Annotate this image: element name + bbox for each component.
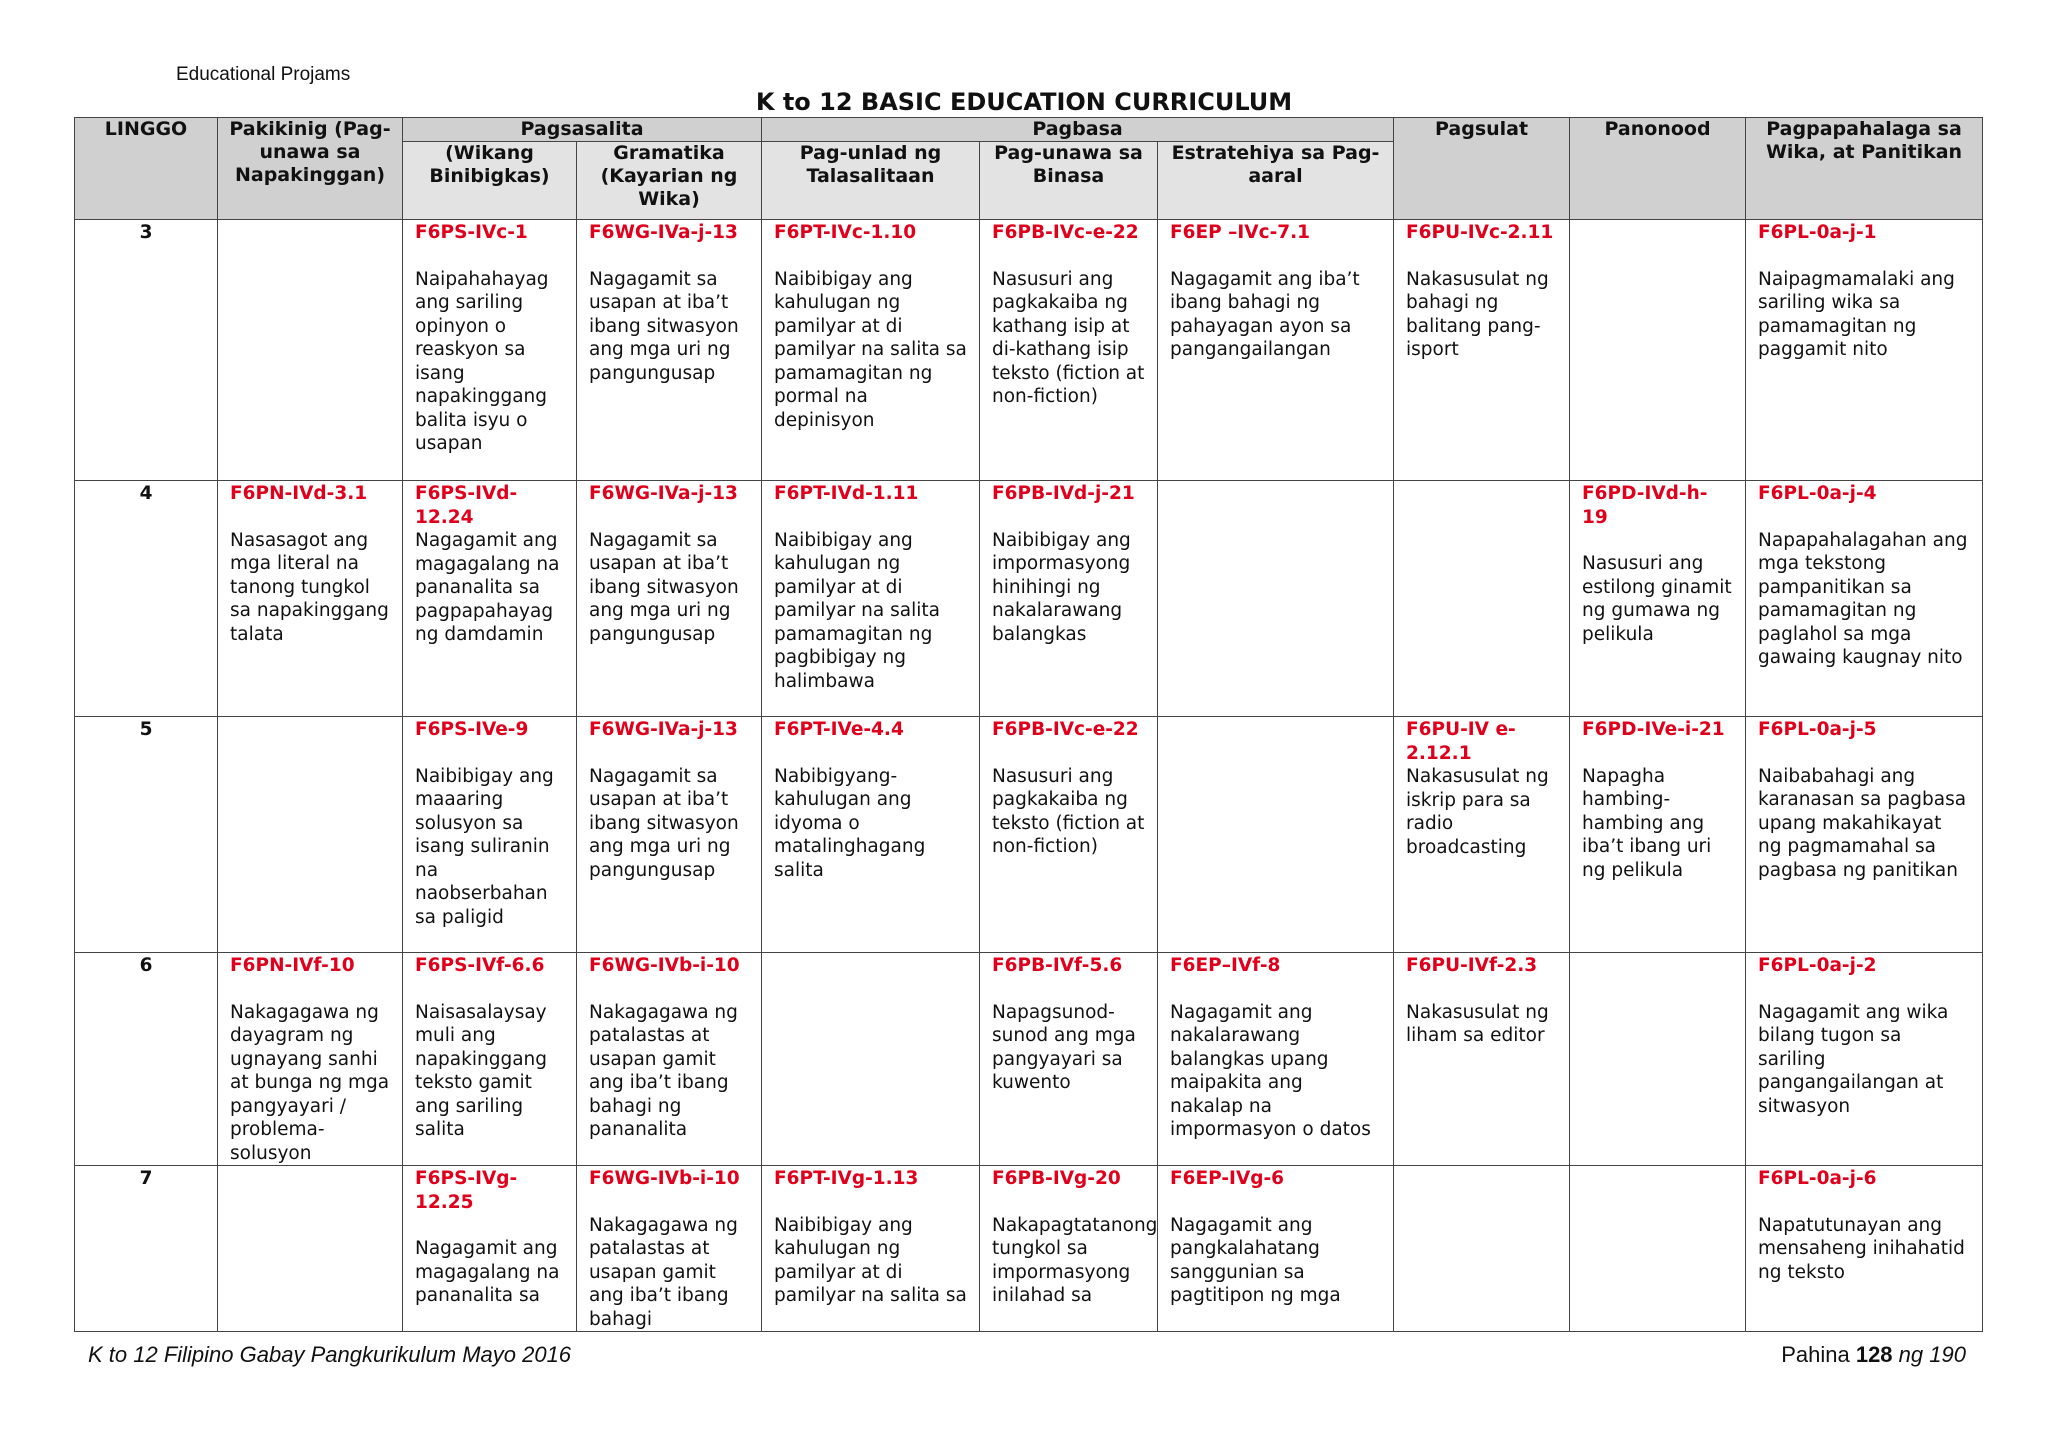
competency-desc: Nagagamit sa usapan at iba’t ibang sitwasyon ang mga uri ng pangungusap xyxy=(589,529,739,645)
table-cell xyxy=(980,481,1158,717)
col-pag-unlad: Pag-unlad ng Talasalitaan xyxy=(762,142,980,220)
table-row xyxy=(75,220,1983,481)
col-panonood: Panonood xyxy=(1570,118,1746,220)
competency-code: F6PS-IVd-12.24 xyxy=(415,483,518,528)
competency-desc: Naipagmamalaki ang sariling wika sa pamamagitan ng paggamit nito xyxy=(1758,268,1955,360)
competency-code xyxy=(230,1167,390,1190)
table-cell xyxy=(577,481,762,717)
competency-desc: Nagagamit ang nakalarawang balangkas upang maipakita ang nakalap na impormasyon o datos xyxy=(1170,1001,1371,1140)
col-wikang-binibigkas: (Wikang Binibigkas) xyxy=(403,142,577,220)
competency-code: F6PL-0a-j-6 xyxy=(1758,1168,1877,1189)
competency-code: F6PB-IVf-5.6 xyxy=(992,955,1123,976)
col-pagsasalita: Pagsasalita xyxy=(403,118,762,142)
page-label: Pahina xyxy=(1781,1342,1850,1367)
table-cell xyxy=(577,953,762,1166)
competency-desc: Nakasusulat ng bahagi ng balitang pang-isport xyxy=(1406,268,1549,360)
table-row xyxy=(75,1166,1983,1332)
table-cell xyxy=(577,220,762,481)
table-cell xyxy=(1570,953,1746,1166)
competency-desc: Nagagamit ang magagalang na pananalita sa pagpapahayag ng damdamin xyxy=(415,530,560,645)
table-cell xyxy=(403,953,577,1166)
table-cell xyxy=(218,717,403,953)
competency-code xyxy=(1582,221,1733,244)
competency-desc: Naibibigay ang kahulugan ng pamilyar at di pamilyar na salita sa pamamagitan ng pormal na depinisyon xyxy=(774,268,967,431)
table-cell xyxy=(1158,1166,1394,1332)
table-cell xyxy=(980,717,1158,953)
table-cell xyxy=(218,953,403,1166)
week-cell: 3 xyxy=(75,220,218,481)
col-estratehiya: Estratehiya sa Pag-aaral xyxy=(1158,142,1394,220)
competency-code: F6WG-IVb-i-10 xyxy=(589,1168,740,1189)
competency-desc: Naibabahagi ang karanasan sa pagbasa upang makahikayat ng pagmamahal sa pagbasa ng panitikan xyxy=(1758,765,1967,881)
competency-desc: Nasusuri ang pagkakaiba ng kathang isip at di-kathang isip teksto (fiction at non-fiction) xyxy=(992,268,1145,407)
competency-desc: Nakagagawa ng dayagram ng ugnayang sanhi at bunga ng mga pangyayari / problema-solusyon xyxy=(230,1001,390,1164)
competency-desc: Naibibigay ang impormasyong hinihingi ng nakalarawang balangkas xyxy=(992,529,1131,645)
competency-code: F6WG-IVa-j-13 xyxy=(589,483,738,504)
competency-desc: Nagagamit ang magagalang na pananalita sa xyxy=(415,1238,560,1306)
competency-code: F6PD-IVd-h-19 xyxy=(1582,483,1708,528)
competency-desc: Nakasusulat ng liham sa editor xyxy=(1406,1001,1549,1046)
competency-code xyxy=(1170,718,1381,741)
table-cell xyxy=(577,1166,762,1332)
competency-code: F6PU-IV e-2.12.1 xyxy=(1406,719,1516,764)
competency-code xyxy=(230,718,390,741)
table-cell xyxy=(762,481,980,717)
week-cell: 5 xyxy=(75,717,218,953)
col-pakikinig: Pakikinig (Pag-unawa sa Napakinggan) xyxy=(218,118,403,220)
competency-code: F6PD-IVe-i-21 xyxy=(1582,719,1725,740)
competency-code: F6PB-IVc-e-22 xyxy=(992,719,1139,740)
competency-desc: Nakasusulat ng iskrip para sa radio broadcasting xyxy=(1406,766,1549,858)
competency-code xyxy=(1406,1167,1557,1190)
table-cell xyxy=(1394,953,1570,1166)
table-cell xyxy=(1570,481,1746,717)
competency-code xyxy=(230,221,390,244)
competency-code: F6EP –IVc-7.1 xyxy=(1170,222,1311,243)
table-cell xyxy=(577,717,762,953)
competency-desc: Naibibigay ang kahulugan ng pamilyar at di pamilyar na salita sa xyxy=(774,1214,967,1306)
footer-page-number xyxy=(1781,1342,1966,1368)
table-cell xyxy=(1394,1166,1570,1332)
competency-desc: Nasusuri ang estilong ginamit ng gumawa ng pelikula xyxy=(1582,553,1732,645)
table-cell xyxy=(403,717,577,953)
competency-desc: Napapahalagahan ang mga tekstong pampanitikan sa pamamagitan ng paglahol sa mga gawaing kaugnay nito xyxy=(1758,529,1968,668)
week-cell: 4 xyxy=(75,481,218,717)
competency-desc: Napagha hambing-hambing ang iba’t ibang uri ng pelikula xyxy=(1582,765,1712,881)
competency-code: F6PL-0a-j-5 xyxy=(1758,719,1877,740)
competency-code: F6PT-IVc-1.10 xyxy=(774,222,917,243)
table-cell xyxy=(1158,481,1394,717)
table-cell xyxy=(762,220,980,481)
table-cell xyxy=(218,220,403,481)
footer-document-name: K to 12 Filipino Gabay Pangkurikulum Mayo 2016 xyxy=(88,1342,572,1367)
competency-code: F6PN-IVf-10 xyxy=(230,955,355,976)
table-cell xyxy=(1394,717,1570,953)
competency-desc: Nakagagawa ng patalastas at usapan gamit ang iba’t ibang bahagi ng pananalita xyxy=(589,1001,738,1140)
col-gramatika: Gramatika (Kayarian ng Wika) xyxy=(577,142,762,220)
table-row xyxy=(75,953,1983,1166)
table-row xyxy=(75,481,1983,717)
table-cell xyxy=(980,1166,1158,1332)
table-cell xyxy=(980,953,1158,1166)
competency-desc: Nagagamit ang iba’t ibang bahagi ng pahayagan ayon sa pangangailangan xyxy=(1170,268,1360,360)
competency-code: F6PT-IVg-1.13 xyxy=(774,1168,919,1189)
table-cell xyxy=(1746,953,1983,1166)
header-note: Educational Projams xyxy=(176,64,351,85)
table-cell xyxy=(1746,717,1983,953)
competency-desc: Naibibigay ang kahulugan ng pamilyar at di pamilyar na salita pamamagitan ng pagbibigay ng halimbawa xyxy=(774,529,940,692)
table-cell xyxy=(1570,1166,1746,1332)
competency-desc: Nakapagtatanong tungkol sa impormasyong inilahad sa xyxy=(992,1214,1158,1306)
competency-code xyxy=(1406,482,1557,505)
table-cell xyxy=(403,220,577,481)
competency-code: F6EP–IVf-8 xyxy=(1170,955,1281,976)
competency-code: F6PT-IVe-4.4 xyxy=(774,719,904,740)
col-pagbasa: Pagbasa xyxy=(762,118,1394,142)
competency-code: F6WG-IVa-j-13 xyxy=(589,719,738,740)
table-cell xyxy=(1158,717,1394,953)
competency-desc: Napagsunod-sunod ang mga pangyayari sa kuwento xyxy=(992,1001,1136,1093)
competency-desc: Nakagagawa ng patalastas at usapan gamit ang iba’t ibang bahagi xyxy=(589,1214,738,1330)
competency-desc: Naibibigay ang maaaring solusyon sa isang suliranin na naobserbahan sa paligid xyxy=(415,765,554,928)
competency-code xyxy=(774,954,967,977)
week-cell: 7 xyxy=(75,1166,218,1332)
table-cell xyxy=(762,1166,980,1332)
total-pages: 190 xyxy=(1929,1342,1966,1367)
table-cell xyxy=(218,481,403,717)
competency-desc: Nagagamit sa usapan at iba’t ibang sitwasyon ang mga uri ng pangungusap xyxy=(589,268,739,384)
competency-code: F6PL-0a-j-4 xyxy=(1758,483,1877,504)
table-cell xyxy=(980,220,1158,481)
table-cell xyxy=(762,717,980,953)
table-cell xyxy=(1158,953,1394,1166)
competency-desc: Nabibigyang-kahulugan ang idyoma o matalinghagang salita xyxy=(774,765,926,881)
competency-code: F6EP-IVg-6 xyxy=(1170,1168,1285,1189)
curriculum-table xyxy=(74,117,1983,1332)
col-pagsulat: Pagsulat xyxy=(1394,118,1570,220)
table-cell xyxy=(218,1166,403,1332)
competency-code: F6PS-IVf-6.6 xyxy=(415,955,545,976)
competency-code: F6WG-IVb-i-10 xyxy=(589,955,740,976)
competency-code: F6PT-IVd-1.11 xyxy=(774,483,919,504)
table-cell xyxy=(403,481,577,717)
competency-code: F6WG-IVa-j-13 xyxy=(589,222,738,243)
competency-code: F6PN-IVd-3.1 xyxy=(230,483,368,504)
table-cell xyxy=(1746,220,1983,481)
competency-code: F6PS-IVg-12.25 xyxy=(415,1168,518,1213)
competency-code: F6PU-IVc-2.11 xyxy=(1406,222,1554,243)
competency-desc: Nasusuri ang pagkakaiba ng teksto (fiction at non-fiction) xyxy=(992,765,1145,857)
document-title: K to 12 BASIC EDUCATION CURRICULUM xyxy=(755,88,1293,116)
competency-desc: Nagagamit ang wika bilang tugon sa sariling pangangailangan at sitwasyon xyxy=(1758,1001,1949,1117)
col-linggo: LINGGO xyxy=(75,118,218,220)
competency-code: F6PB-IVg-20 xyxy=(992,1168,1121,1189)
table-cell xyxy=(1746,1166,1983,1332)
competency-code: F6PS-IVe-9 xyxy=(415,719,529,740)
table-cell xyxy=(762,953,980,1166)
table-cell xyxy=(1158,220,1394,481)
competency-code xyxy=(1170,482,1381,505)
competency-desc: Napatutunayan ang mensaheng inihahatid ng teksto xyxy=(1758,1214,1965,1283)
competency-code: F6PU-IVf-2.3 xyxy=(1406,955,1538,976)
competency-code: F6PL-0a-j-1 xyxy=(1758,222,1877,243)
table-cell xyxy=(403,1166,577,1332)
table-cell xyxy=(1746,481,1983,717)
table-row xyxy=(75,717,1983,953)
competency-code: F6PL-0a-j-2 xyxy=(1758,955,1877,976)
table-cell xyxy=(1394,220,1570,481)
table-cell xyxy=(1570,220,1746,481)
week-cell: 6 xyxy=(75,953,218,1166)
competency-desc: Naipahahayag ang sariling opinyon o reaskyon sa isang napakinggang balita isyu o usapan xyxy=(415,268,549,454)
current-page: 128 xyxy=(1855,1342,1893,1367)
competency-desc: Nagagamit sa usapan at iba’t ibang sitwasyon ang mga uri ng pangungusap xyxy=(589,765,739,881)
table-cell xyxy=(1394,481,1570,717)
table-cell xyxy=(1570,717,1746,953)
col-pagpapahalaga: Pagpapahalaga sa Wika, at Panitikan xyxy=(1746,118,1983,220)
competency-code xyxy=(1582,954,1733,977)
competency-code: F6PS-IVc-1 xyxy=(415,222,528,243)
col-pag-unawa: Pag-unawa sa Binasa xyxy=(980,142,1158,220)
of-label: ng xyxy=(1898,1342,1924,1367)
competency-code: F6PB-IVc-e-22 xyxy=(992,222,1139,243)
competency-desc: Nagagamit ang pangkalahatang sanggunian sa pagtitipon ng mga xyxy=(1170,1214,1341,1306)
competency-desc: Nasasagot ang mga literal na tanong tungkol sa napakinggang talata xyxy=(230,529,389,645)
competency-desc: Naisasalaysay muli ang napakinggang teksto gamit ang sariling salita xyxy=(415,1001,548,1140)
competency-code xyxy=(1582,1167,1733,1190)
competency-code: F6PB-IVd-j-21 xyxy=(992,483,1135,504)
